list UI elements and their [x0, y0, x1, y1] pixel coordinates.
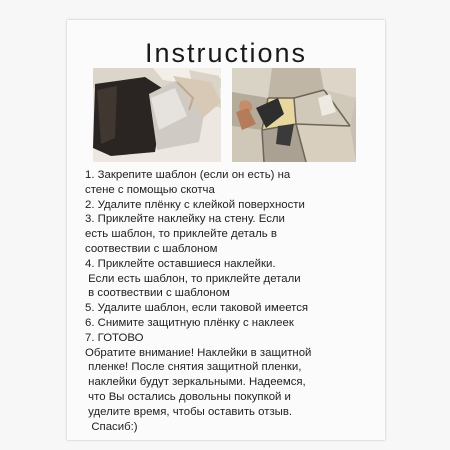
peeling-sticker-illustration [93, 68, 221, 162]
instruction-line: в соотвествии с шаблоном [85, 287, 230, 300]
instruction-line: 5. Удалите шаблон, если таковой имеется [85, 302, 309, 315]
thanks-line: Спасиб:) [85, 420, 138, 433]
mirror-mosaic-illustration [232, 68, 356, 162]
instruction-line: 2. Удалите плёнку с клейкой поверхности [85, 198, 305, 211]
instruction-line: 3. Приклейте наклейку на стену. Если [85, 213, 285, 226]
instructions-text [85, 168, 377, 434]
page-title: Instructions [144, 38, 308, 68]
notice-line: Обратите внимание! Наклейки в защитной [85, 346, 312, 359]
instruction-line: 7. ГОТОВО [85, 331, 144, 344]
instruction-line: стене с помощью скотча [85, 183, 215, 196]
instruction-line: 4. Приклейте оставшиеся наклейки. [85, 257, 276, 270]
instruction-line: есть шаблон, то приклейте деталь в [85, 228, 277, 241]
instruction-line: 6. Снимите защитную плёнку с наклеек [85, 316, 294, 329]
notice-line: пленке! После снятия защитной пленки, [85, 361, 302, 374]
step-photo-mirror-wall [232, 68, 356, 162]
instruction-sheet [67, 20, 385, 440]
step-photo-peeling [93, 68, 221, 162]
notice-line: что Вы остались довольны покупкой и [85, 390, 291, 403]
notice-line: уделите время, чтобы оставить отзыв. [85, 405, 293, 418]
notice-line: наклейки будут зеркальными. Надеемся, [85, 376, 306, 389]
instruction-line: соотвествии с шаблоном [85, 242, 218, 255]
instruction-line: 1. Закрепите шаблон (если он есть) на [85, 169, 291, 181]
instruction-line: Если есть шаблон, то приклейте детали [85, 272, 301, 285]
